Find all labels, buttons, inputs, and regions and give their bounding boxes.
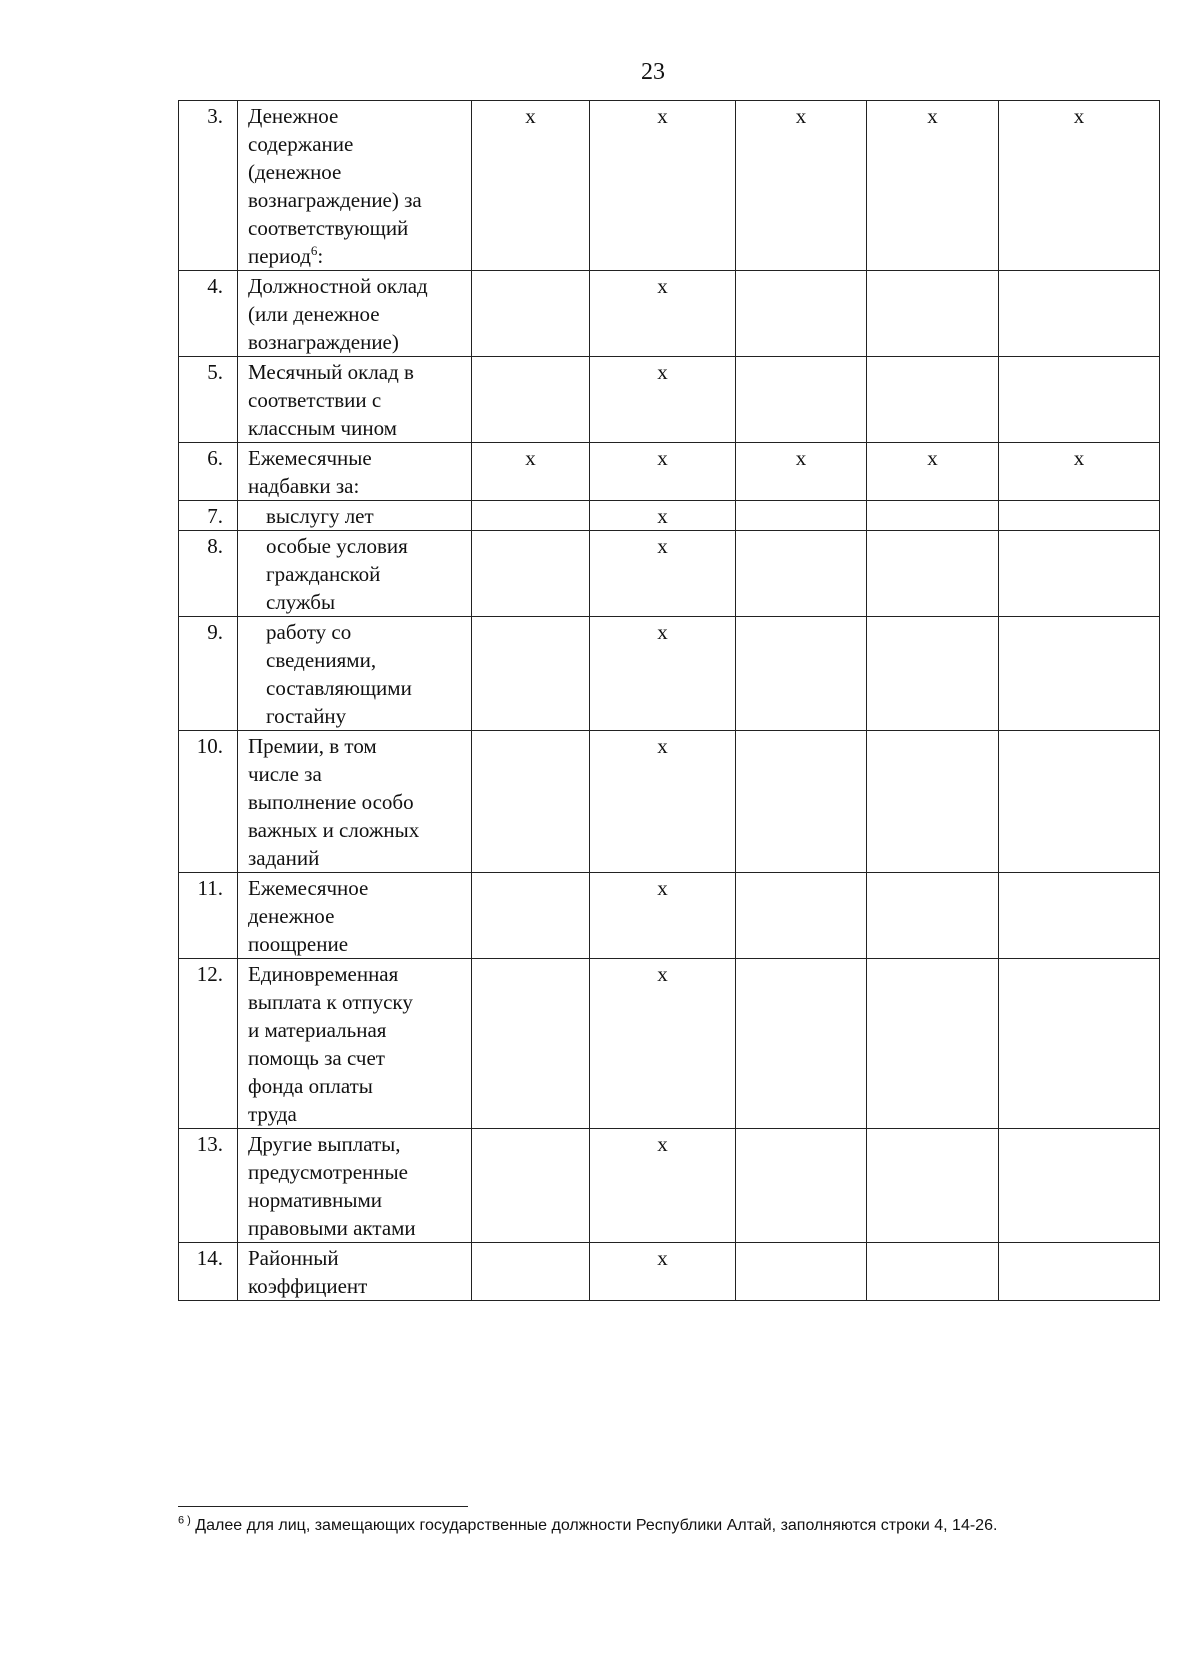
table-cell [999, 617, 1160, 731]
table-cell [736, 271, 867, 357]
row-label-line: особые условия [266, 534, 408, 558]
table-cell [867, 731, 999, 873]
table-row [179, 531, 1160, 617]
row-number: 14. [179, 1243, 238, 1301]
row-label-line: Ежемесячное [248, 876, 369, 900]
table-cell [999, 531, 1160, 617]
footnote-reference: 6 [310, 243, 318, 258]
row-label-line: поощрение [248, 932, 349, 956]
table-row [179, 1129, 1160, 1243]
table-cell: x [590, 617, 736, 731]
row-label [238, 271, 472, 357]
row-number: 11. [179, 873, 238, 959]
row-label-line: соответствующий [248, 216, 409, 240]
row-label [238, 531, 472, 617]
table-cell: x [590, 357, 736, 443]
table-cell [867, 959, 999, 1129]
row-label-line: Ежемесячные [248, 446, 372, 470]
row-label-line: предусмотренные [248, 1160, 408, 1184]
row-number: 3. [179, 101, 238, 271]
table-cell [736, 1243, 867, 1301]
table-cell [736, 731, 867, 873]
footnote [178, 1514, 1078, 1538]
row-label-line: Единовременная [248, 962, 399, 986]
row-label [238, 443, 472, 501]
table-cell: x [590, 271, 736, 357]
table-cell [999, 873, 1160, 959]
row-label [238, 1243, 472, 1301]
table-cell: x [590, 443, 736, 501]
row-label-line: гостайну [266, 704, 347, 728]
table-cell [736, 617, 867, 731]
row-label-line: Районный [248, 1246, 339, 1270]
row-label [238, 959, 472, 1129]
table-cell [472, 1129, 590, 1243]
table-cell [736, 873, 867, 959]
table-row [179, 357, 1160, 443]
row-label-line: фонда оплаты [248, 1074, 373, 1098]
row-label-line: Премии, в том [248, 734, 377, 758]
row-label-line: труда [248, 1102, 297, 1126]
table-cell [867, 617, 999, 731]
table-cell [867, 531, 999, 617]
table-cell [867, 357, 999, 443]
row-label-line: числе за [248, 762, 322, 786]
row-label-line: надбавки за: [248, 474, 360, 498]
row-number: 7. [179, 501, 238, 531]
row-label-line: важных и сложных [248, 818, 420, 842]
row-label-line: вознаграждение) [248, 330, 399, 354]
table-row [179, 443, 1160, 501]
table-cell [472, 531, 590, 617]
table-cell [736, 357, 867, 443]
table-cell [999, 271, 1160, 357]
table-cell [999, 357, 1160, 443]
table-cell: x [999, 443, 1160, 501]
row-label-line: соответствии с [248, 388, 382, 412]
table-cell [472, 731, 590, 873]
table-row [179, 959, 1160, 1129]
footnote-marker: 6 ) [178, 1514, 191, 1527]
row-label [238, 357, 472, 443]
table-cell [472, 617, 590, 731]
row-label-line: гражданской [266, 562, 381, 586]
row-label-line: денежное [248, 904, 335, 928]
table-cell: x [590, 873, 736, 959]
row-label-line: (или денежное [248, 302, 380, 326]
table-cell: x [590, 501, 736, 531]
table-cell [999, 959, 1160, 1129]
page-number: 23 [641, 59, 665, 85]
row-label-line: классным чином [248, 416, 397, 440]
table-cell [472, 501, 590, 531]
table-cell: x [472, 101, 590, 271]
row-label-line: Должностной оклад [248, 274, 428, 298]
row-label-line: выслугу лет [266, 504, 374, 528]
table-row [179, 731, 1160, 873]
row-number: 12. [179, 959, 238, 1129]
table-cell: x [867, 101, 999, 271]
row-label-line: выплата к отпуску [248, 990, 413, 1014]
row-number: 8. [179, 531, 238, 617]
table-cell: x [472, 443, 590, 501]
table-body [179, 101, 1160, 1301]
table-cell: x [590, 731, 736, 873]
row-label [238, 101, 472, 271]
row-label-line: Денежное [248, 104, 339, 128]
table-cell [999, 731, 1160, 873]
table-cell [867, 1243, 999, 1301]
table-cell: x [590, 1243, 736, 1301]
table-cell [867, 501, 999, 531]
row-number: 9. [179, 617, 238, 731]
row-label [238, 501, 472, 531]
table-cell [867, 873, 999, 959]
row-label-suffix: : [317, 244, 324, 268]
row-label [238, 731, 472, 873]
row-label [238, 1129, 472, 1243]
table-cell [867, 1129, 999, 1243]
row-label-line: Месячный оклад в [248, 360, 414, 384]
table-row [179, 617, 1160, 731]
table-cell [999, 501, 1160, 531]
table-cell: x [999, 101, 1160, 271]
row-label-line: (денежное [248, 160, 342, 184]
row-label-line: помощь за счет [248, 1046, 385, 1070]
table-cell [472, 959, 590, 1129]
footnote-divider [178, 1506, 468, 1507]
row-label-line: составляющими [266, 676, 412, 700]
table-cell [736, 959, 867, 1129]
row-label-line: вознаграждение) за [248, 188, 422, 212]
table-cell: x [590, 531, 736, 617]
table-cell [472, 271, 590, 357]
row-label-line: содержание [248, 132, 354, 156]
row-number: 10. [179, 731, 238, 873]
row-label-line: выполнение особо [248, 790, 414, 814]
row-number: 4. [179, 271, 238, 357]
row-label-line: коэффициент [248, 1274, 368, 1298]
table-row [179, 873, 1160, 959]
table-cell: x [736, 101, 867, 271]
row-label-line: и материальная [248, 1018, 387, 1042]
row-label [238, 873, 472, 959]
table-cell [472, 1243, 590, 1301]
row-label [238, 617, 472, 731]
table-cell [736, 531, 867, 617]
row-label-line: период [248, 244, 311, 268]
table-cell: x [590, 101, 736, 271]
table-cell [999, 1129, 1160, 1243]
table-cell [472, 873, 590, 959]
table-cell: x [590, 1129, 736, 1243]
footnote-text: Далее для лиц, замещающих государственные должности Республики Алтай, заполняются строки 4, 14-26. [195, 1517, 998, 1534]
table-row [179, 271, 1160, 357]
row-label-line: сведениями, [266, 648, 377, 672]
row-label-line: работу со [266, 620, 352, 644]
row-label-line: заданий [248, 846, 320, 870]
table-cell [999, 1243, 1160, 1301]
row-number: 13. [179, 1129, 238, 1243]
row-number: 6. [179, 443, 238, 501]
table-cell: x [736, 443, 867, 501]
table-row [179, 1243, 1160, 1301]
table-cell: x [590, 959, 736, 1129]
row-label-line: Другие выплаты, [248, 1132, 401, 1156]
table-row [179, 101, 1160, 271]
table-cell [736, 501, 867, 531]
table-cell [867, 271, 999, 357]
payroll-table [178, 100, 1160, 1301]
table-cell: x [867, 443, 999, 501]
row-label-line: службы [266, 590, 336, 614]
table-cell [736, 1129, 867, 1243]
table-cell [472, 357, 590, 443]
row-number: 5. [179, 357, 238, 443]
row-label-line: нормативными [248, 1188, 383, 1212]
row-label-line: правовыми актами [248, 1216, 416, 1240]
table-row [179, 501, 1160, 531]
